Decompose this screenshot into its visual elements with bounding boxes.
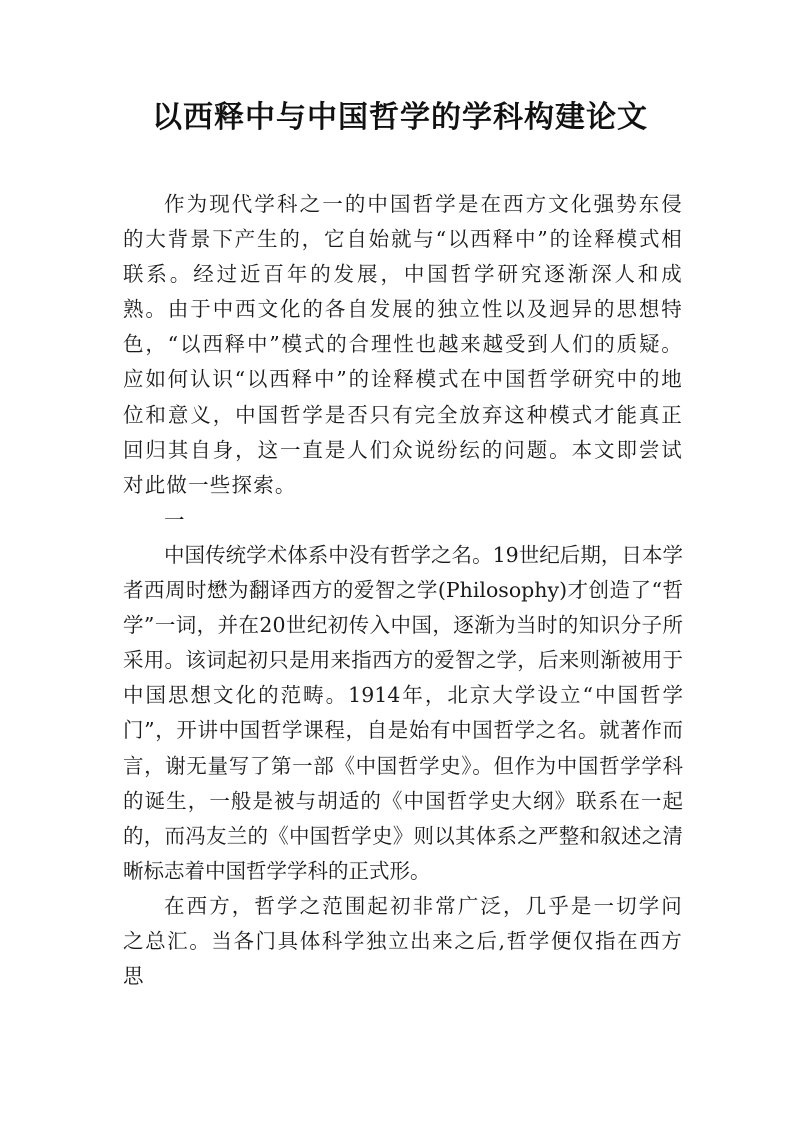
paragraph-intro: 作为现代学科之一的中国哲学是在西方文化强势东侵的大背景下产生的，它自始就与“以西释中”的诠释模式相联系。经过近百年的发展，中国哲学研究逐渐深人和成熟。由于中西文化的各自发展的独立性以及迥异的思想特色，“以西释中”模式的合理性也越来越受到人们的质疑。应如何认识“以西释中”的诠释模式在中国哲学研究中的地位和意义，中国哲学是否只有完全放弃这种模式才能真正回归其自身，这一直是人们众说纷纭的问题。本文即尝试对此做一些探索。 [123,192,683,497]
document-body [123,187,683,994]
paragraph-history: 中国传统学术体系中没有哲学之名。19世纪后期，日本学者西周时懋为翻译西方的爱智之学(Philosophy)才创造了“哲学”一词，并在20世纪初传入中国，逐渐为当时的知识分子所采用。该词起初只是用来指西方的爱智之学，后来则渐被用于中国思想文化的范畴。1914年，北京大学设立“中国哲学门”，开讲中国哲学课程，自是始有中国哲学之名。就著作而言，谢无量写了第一部《中国哲学史》。但作为中国哲学学科的诞生，一般是被与胡适的《中国哲学史大纲》联系在一起的，而冯友兰的《中国哲学史》则以其体系之严整和叙述之清晰标志着中国哲学学科的正式形。 [123,542,683,883]
document-title: 以西释中与中国哲学的学科构建论文 [152,100,648,135]
section-number: 一 [164,507,185,532]
paragraph-west: 在西方，哲学之范围起初非常广泛，几乎是一切学问之总汇。当各门具体科学独立出来之后,哲学便仅指在西方思 [123,893,683,989]
